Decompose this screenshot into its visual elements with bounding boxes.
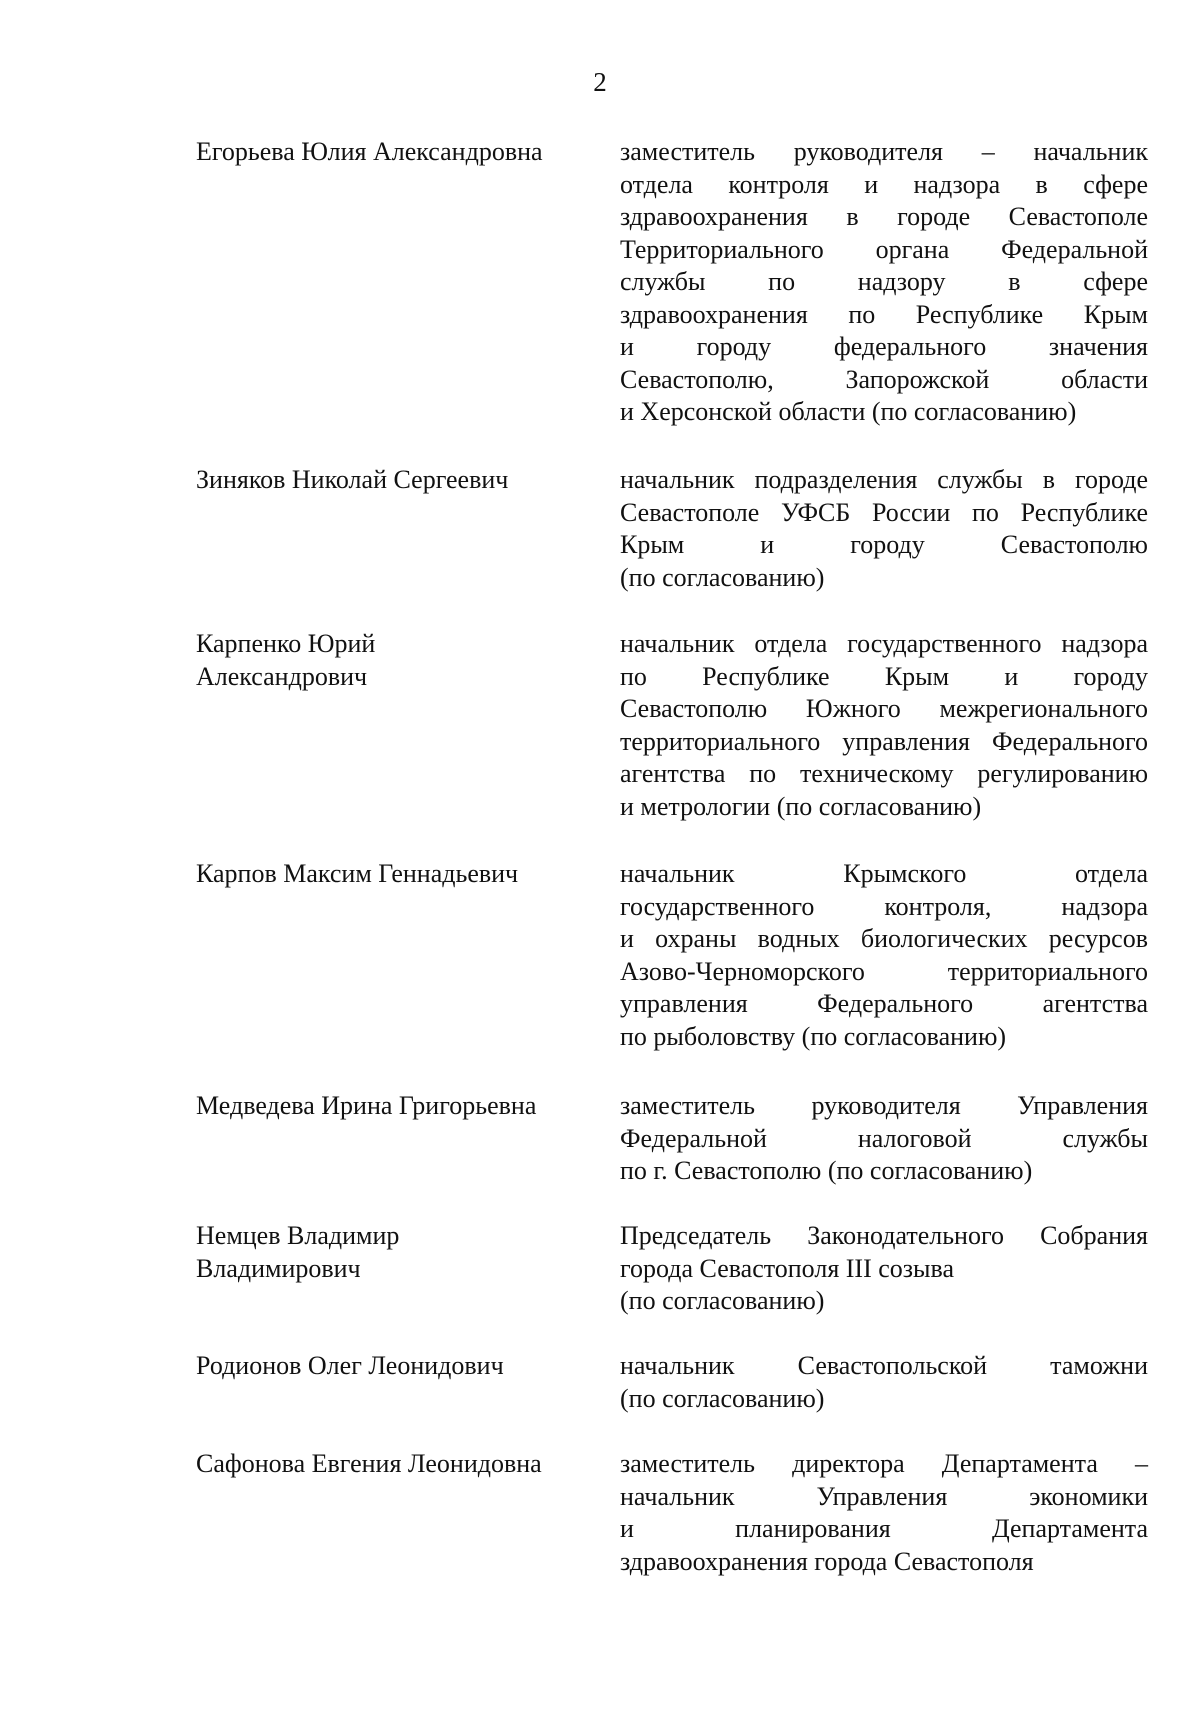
member-name xyxy=(196,464,596,497)
position-line: и городу федерального значения xyxy=(620,332,1148,361)
member-name xyxy=(196,858,596,891)
name-line: Зиняков Николай Сергеевич xyxy=(196,465,509,494)
position-line: начальник Севастопольской таможни xyxy=(620,1351,1148,1380)
position-line: по г. Севастополю (по согласованию) xyxy=(620,1156,1033,1185)
position-line: Севастополе УФСБ России по Республике xyxy=(620,497,1148,527)
position-line: Севастополю, Запорожской области xyxy=(620,364,1148,394)
member-position xyxy=(620,1350,1148,1415)
position-line: по рыболовству (по согласованию) xyxy=(620,1021,1007,1051)
member-name xyxy=(196,136,596,169)
position-line: и метрологии (по согласованию) xyxy=(620,791,982,821)
name-line: Немцев Владимир xyxy=(196,1221,400,1250)
name-line: Владимирович xyxy=(196,1253,361,1283)
member-position xyxy=(620,628,1148,823)
member-position xyxy=(620,1090,1148,1188)
member-position xyxy=(620,858,1148,1053)
position-line: и планирования Департамента xyxy=(620,1514,1148,1543)
position-line: здравоохранения по Республике Крым xyxy=(620,299,1148,329)
position-line: по Республике Крым и городу xyxy=(620,661,1148,691)
member-name xyxy=(196,1350,596,1383)
name-line: Сафонова Евгения Леонидовна xyxy=(196,1449,542,1478)
position-line: начальник отдела государственного надзора xyxy=(620,629,1148,658)
position-line: государственного контроля, надзора xyxy=(620,891,1148,921)
position-line: начальник Управления экономики xyxy=(620,1481,1148,1511)
member-name xyxy=(196,1448,596,1481)
member-name xyxy=(196,1090,596,1123)
position-line: (по согласованию) xyxy=(620,1286,825,1315)
member-name xyxy=(196,628,596,693)
member-name xyxy=(196,1220,596,1285)
position-line: Территориального органа Федеральной xyxy=(620,234,1148,264)
position-line: агентства по техническому регулированию xyxy=(620,759,1148,788)
position-line: Азово-Черноморского территориального xyxy=(620,956,1148,986)
position-line: заместитель руководителя – начальник xyxy=(620,137,1148,166)
position-line: заместитель руководителя Управления xyxy=(620,1091,1148,1120)
page-number: 2 xyxy=(593,67,607,97)
position-line: начальник Крымского отдела xyxy=(620,859,1148,888)
position-line: территориального управления Федерального xyxy=(620,726,1148,756)
position-line: Севастополю Южного межрегионального xyxy=(620,694,1148,723)
name-line: Карпов Максим Геннадьевич xyxy=(196,859,519,888)
position-line: города Севастополя III созыва xyxy=(620,1253,955,1283)
position-line: службы по надзору в сфере xyxy=(620,267,1148,296)
position-line: Федеральной налоговой службы xyxy=(620,1123,1148,1153)
name-line: Егорьева Юлия Александровна xyxy=(196,137,543,166)
position-line: начальник подразделения службы в городе xyxy=(620,465,1148,494)
name-line: Карпенко Юрий xyxy=(196,629,376,658)
position-line: (по согласованию) xyxy=(620,1383,825,1413)
name-line: Медведева Ирина Григорьевна xyxy=(196,1091,537,1120)
member-position xyxy=(620,136,1148,429)
position-line: и охраны водных биологических ресурсов xyxy=(620,924,1148,953)
position-line: здравоохранения города Севастополя xyxy=(620,1546,1034,1576)
position-line: управления Федерального агентства xyxy=(620,989,1148,1018)
position-line: и Херсонской области (по согласованию) xyxy=(620,397,1077,426)
member-position xyxy=(620,1220,1148,1318)
position-line: здравоохранения в городе Севастополе xyxy=(620,202,1148,231)
name-line: Родионов Олег Леонидович xyxy=(196,1351,504,1380)
name-line: Александрович xyxy=(196,661,368,691)
position-line: Крым и городу Севастополю xyxy=(620,530,1148,559)
position-line: Председатель Законодательного Собрания xyxy=(620,1221,1148,1250)
member-position xyxy=(620,1448,1148,1578)
position-line: (по согласованию) xyxy=(620,562,825,592)
position-line: заместитель директора Департамента – xyxy=(620,1449,1148,1478)
position-line: отдела контроля и надзора в сфере xyxy=(620,169,1148,199)
member-position xyxy=(620,464,1148,594)
